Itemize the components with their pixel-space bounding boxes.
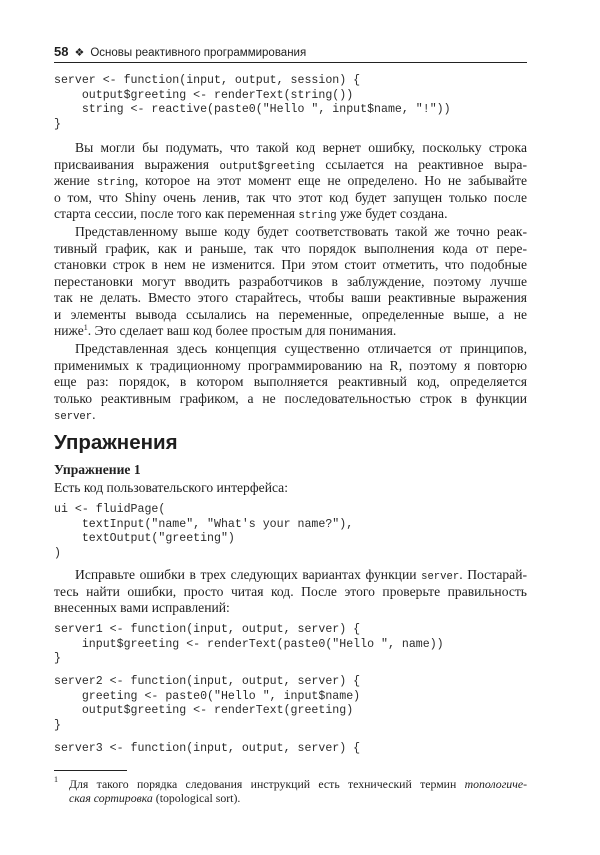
header-rule (54, 62, 527, 63)
code-line: output$greeting <- renderText(string()) (54, 88, 354, 102)
running-header (54, 43, 527, 61)
text-line (54, 567, 527, 584)
italic-term: топологиче- (464, 777, 527, 791)
inline-code: server (54, 411, 93, 423)
text-run: Для такого порядка следования инструкций есть технический термин (69, 777, 465, 791)
text-line (54, 257, 527, 274)
text-line (54, 391, 527, 408)
text-line (69, 777, 527, 791)
paragraph-3 (54, 341, 527, 424)
text-line (54, 584, 527, 601)
italic-term: ская сортировка (69, 791, 153, 805)
text-run: . Постарай- (459, 567, 527, 582)
text-run: жение (54, 173, 97, 188)
text-run: Исправьте ошибки в трех следующих вариантах функции (75, 567, 422, 582)
paragraph-1 (54, 140, 527, 223)
section-heading: Упражнения (54, 431, 178, 454)
inline-code: server (421, 571, 460, 583)
text-run: внесенных вами исправлений: (54, 600, 230, 615)
code-line: input$greeting <- renderText(paste0("Hello ", name)) (54, 637, 444, 651)
code-line: server2 <- function(input, output, server) { (54, 675, 361, 688)
chapter-title: Основы реактивного программирования (90, 47, 307, 59)
paragraph-4 (54, 567, 527, 617)
text-run: тесь найти ошибки, просто читая код. После этого проверьте правильность (54, 583, 527, 599)
code-line: } (54, 652, 61, 665)
code-line: output$greeting <- renderText(greeting) (54, 704, 354, 717)
text-line (54, 407, 527, 424)
code-line: } (54, 718, 61, 732)
text-line (54, 140, 527, 157)
code-line: string <- reactive(paste0("Hello ", input$name, "!")) (54, 103, 451, 116)
code-line: greeting <- paste0("Hello ", input$name) (54, 689, 361, 703)
text-run: становки строк в нем не изменится. При этом стоит отметить, что подобные (54, 257, 527, 272)
text-run: Представленная здесь концепция существенно отличается от принципов, (75, 341, 527, 356)
inline-code: string (298, 210, 337, 222)
inline-code: output$greeting (219, 160, 315, 173)
code-line: ) (54, 546, 61, 560)
text-run: ссылается на реактивное выра- (314, 156, 527, 172)
code-line: textOutput("greeting") (54, 532, 235, 545)
text-line (54, 307, 527, 324)
text-line (54, 224, 527, 241)
text-run: еще раз: порядок, в котором выполняется реактивный код, определяется (54, 374, 527, 389)
text-run: о том, что Shiny очень ленив, так что этот код будет запущен только после (54, 189, 527, 205)
exercise-intro: Есть код пользовательского интерфейса: (54, 480, 288, 495)
code-block-ui (54, 503, 527, 561)
text-run: старта сессии, после того как переменная (54, 206, 299, 221)
text-line (69, 791, 527, 805)
text-run: , которое на этот момент еще не определено. Но не забывайте (134, 173, 527, 188)
text-run: применимых к традиционному программированию на R, поэтому я повторю (54, 357, 527, 373)
text-line (54, 241, 527, 258)
text-line (54, 173, 527, 190)
inline-code: string (96, 177, 135, 189)
text-line (54, 157, 527, 174)
code-block-server-example (54, 74, 527, 132)
text-run: . (92, 407, 96, 422)
code-line: } (54, 117, 61, 131)
text-run: (topological sort). (152, 791, 241, 805)
text-run: ниже (54, 323, 84, 338)
code-line: textInput("name", "What's your name?"), (54, 517, 354, 531)
text-run: Вы могли бы подумать, что такой код вернет ошибку, поскольку строка (75, 140, 527, 155)
text-line (54, 358, 527, 375)
text-run: тивный график, как и раньше, так что порядок выполнения кода от пере- (54, 240, 527, 256)
code-block-server1 (54, 623, 527, 667)
footnote-reference[interactable]: 1 (83, 323, 88, 332)
code-block-server3 (54, 742, 527, 757)
page-number: 58 (54, 44, 69, 59)
text-run: перестановки могут вводить разработчиков в заблуждение, поэтому лучше (54, 273, 527, 289)
text-run: уже будет создана. (336, 206, 448, 221)
footnote-rule (54, 770, 127, 771)
text-line (54, 374, 527, 391)
code-line: server3 <- function(input, output, server) { (54, 742, 361, 755)
paragraph-2 (54, 224, 527, 340)
code-block-server2 (54, 675, 527, 733)
text-run: так не делать. Вместо этого старайтесь, чтобы ваши реактивные выражения (54, 290, 527, 305)
text-run: Представленному выше коду будет соответствовать такой же точно реак- (75, 224, 527, 239)
text-run: только реактивным графиком, а не последовательностью строк в функции (54, 390, 527, 406)
text-line (54, 206, 527, 223)
exercise-title: Упражнение 1 (54, 462, 141, 477)
footnote-text (69, 777, 527, 805)
text-line (54, 341, 527, 358)
text-run: присваивания выражения (54, 156, 220, 172)
code-line: ui <- fluidPage( (54, 503, 166, 516)
text-run: и элементы вывода ссылались на переменные, определенные выше, а не (54, 306, 527, 322)
text-line (54, 600, 527, 617)
footnote-mark: 1 (54, 775, 58, 784)
text-line (54, 190, 527, 207)
footnote (54, 777, 527, 805)
ornament-icon: ❖ (74, 47, 85, 59)
code-line: server1 <- function(input, output, server) { (54, 623, 361, 636)
text-run: . Это сделает ваш код более простым для понимания. (87, 323, 397, 338)
text-line (54, 323, 527, 340)
text-line (54, 274, 527, 291)
text-line (54, 290, 527, 307)
code-line: server <- function(input, output, session) { (54, 74, 361, 87)
